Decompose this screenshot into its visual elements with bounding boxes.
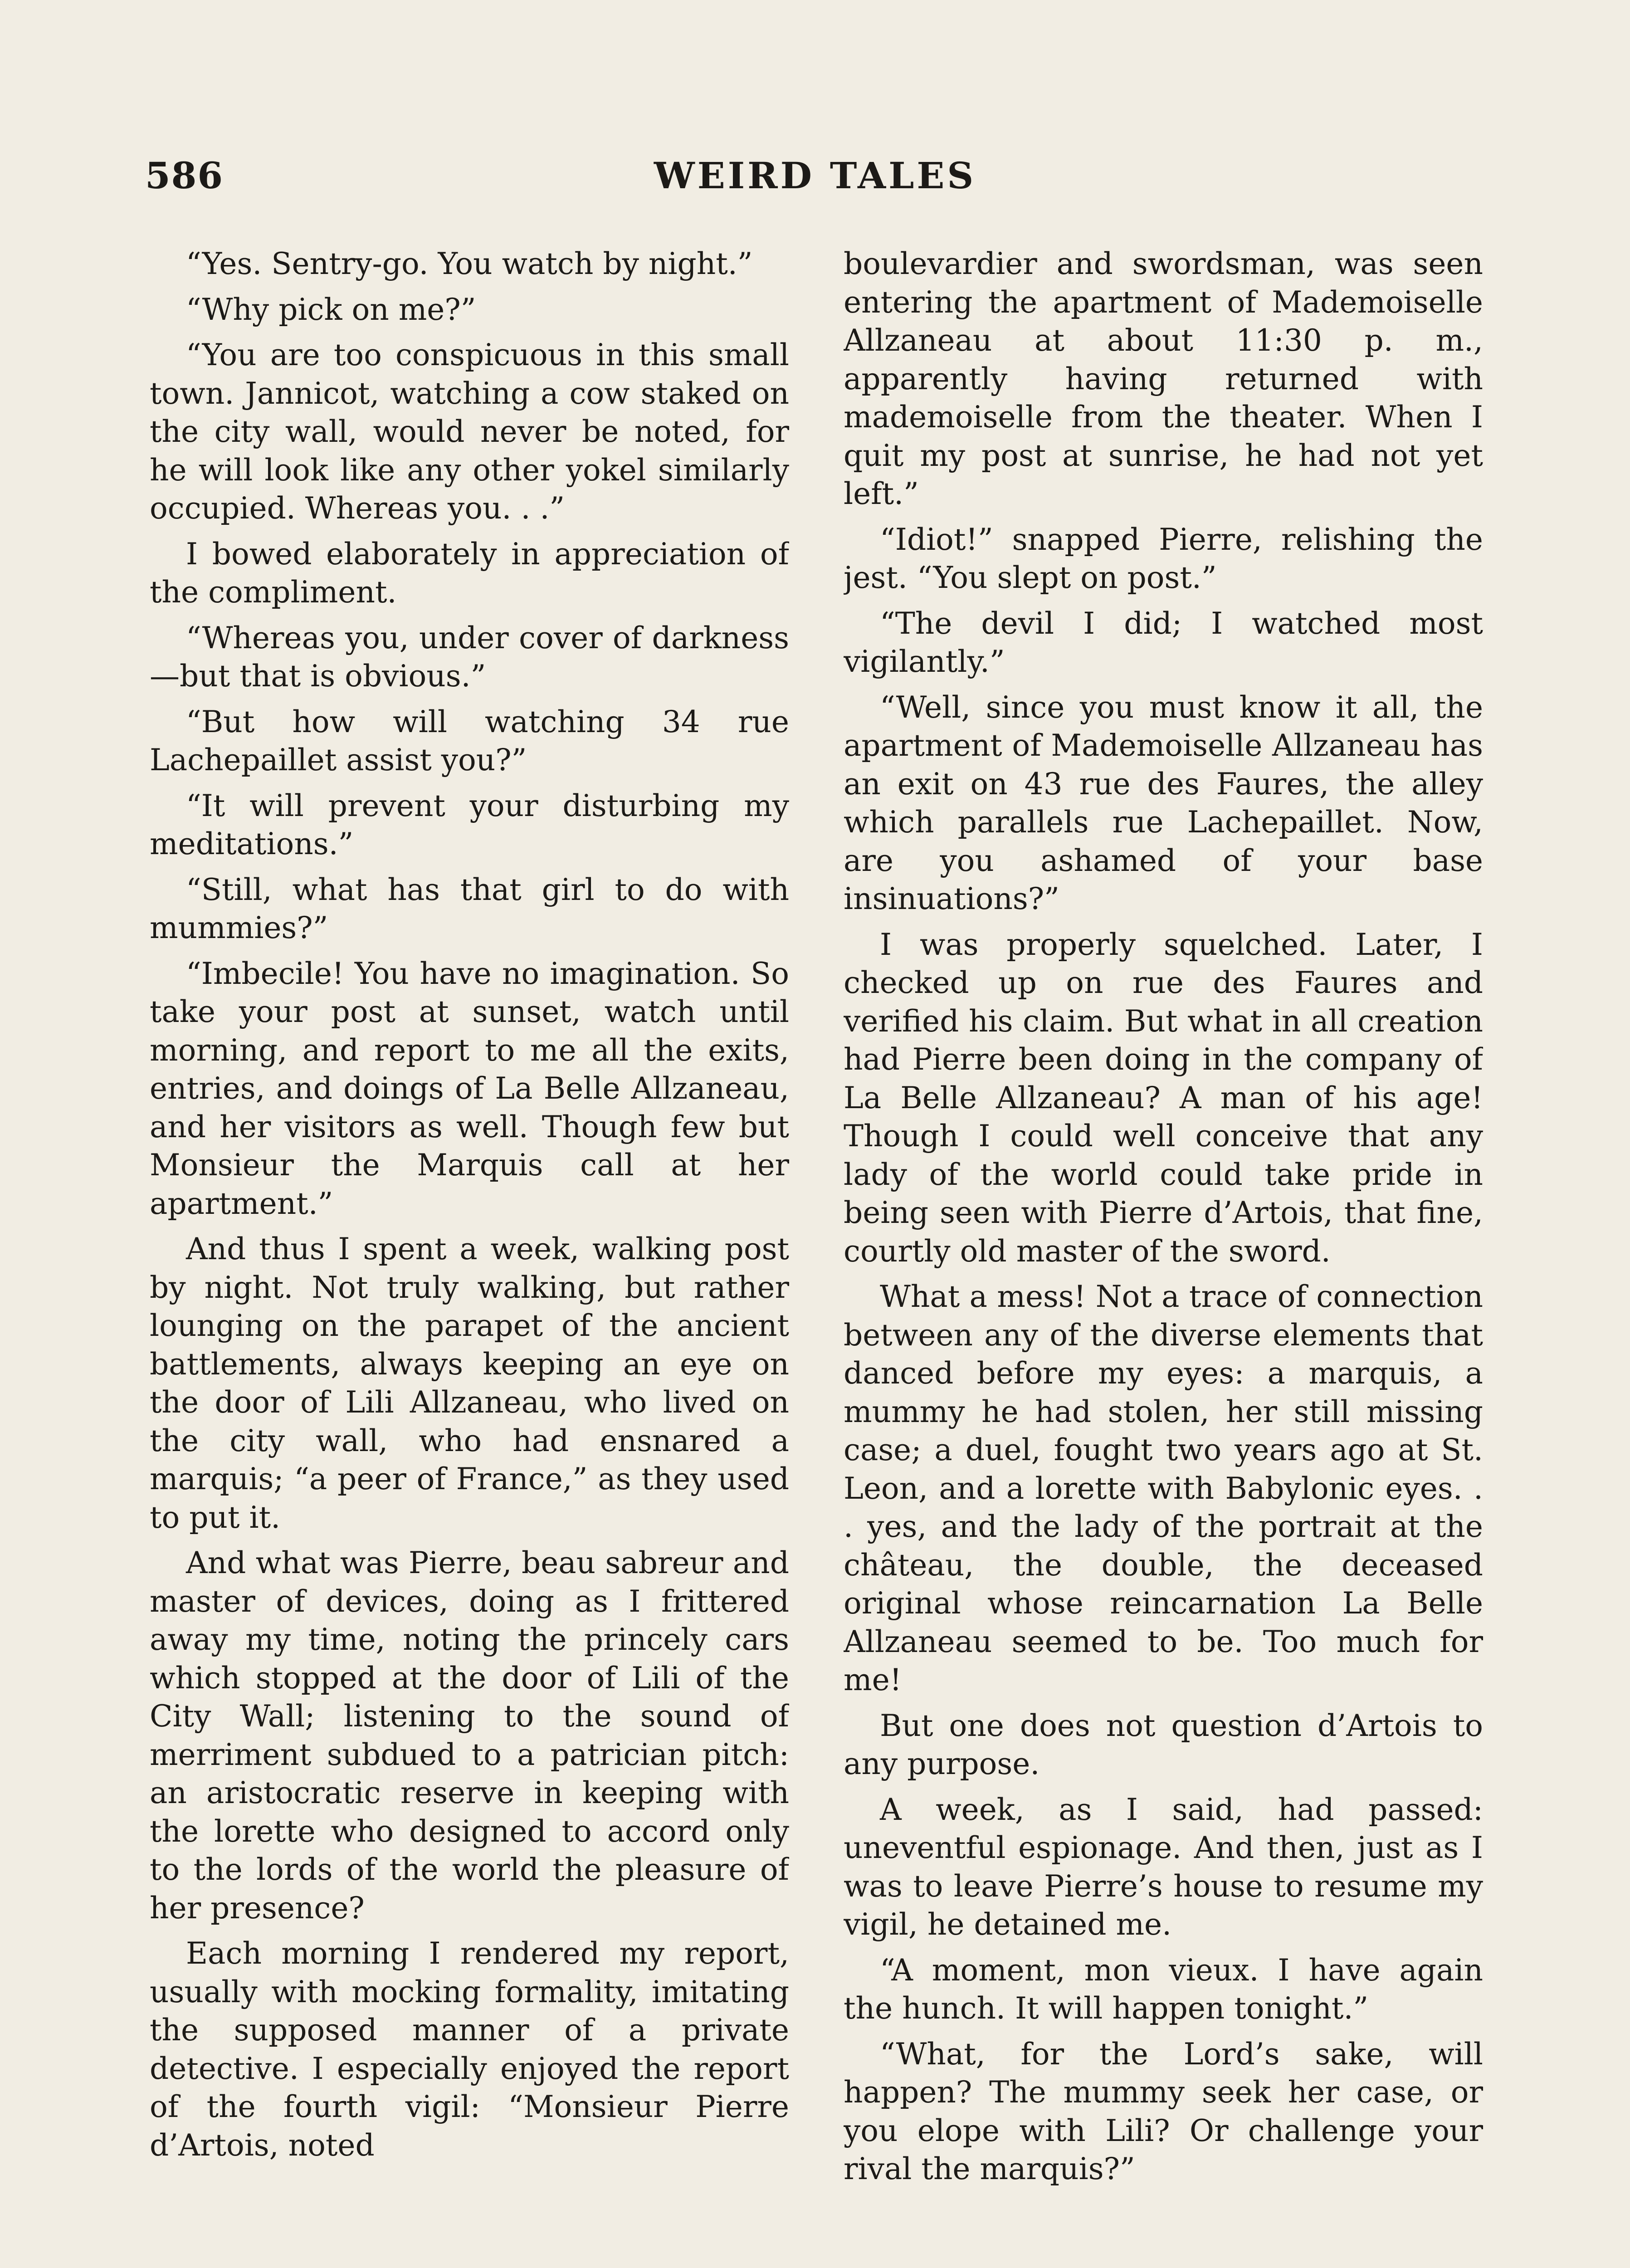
left-column <box>150 245 789 2268</box>
page-header <box>145 154 1485 209</box>
paragraph: “Whereas you, under cover of darkness—but that is obvious.” <box>150 620 789 694</box>
paragraph: “Well, since you must know it all, the apartment of Mademoiselle Allzaneau has an exit on 43 rue des Faures, the alley which parallels rue Lachepaillet. Now, are you ashamed of your base insinuations?” <box>844 689 1483 916</box>
right-column <box>844 245 1483 2268</box>
paragraph: But one does not question d’Artois to any purpose. <box>844 1708 1483 1781</box>
paragraph: “Still, what has that girl to do with mummies?” <box>150 872 789 945</box>
paragraph: “You are too conspicuous in this small town. Jannicot, watching a cow staked on the city wall, would never be noted, for he will look like any other yokel similarly occupied. Whereas you. . .” <box>150 337 789 526</box>
paragraph: “The devil I did; I watched most vigilantly.” <box>844 606 1483 679</box>
paragraph: “A moment, mon vieux. I have again the hunch. It will happen tonight.” <box>844 1952 1483 2026</box>
text-columns <box>150 245 1483 2268</box>
paragraph: “Idiot!” snapped Pierre, relishing the jest. “You slept on post.” <box>844 522 1483 595</box>
paragraph: “It will prevent your disturbing my meditations.” <box>150 788 789 861</box>
paragraph: Each morning I rendered my report, usually with mocking formality, imitating the supposed manner of a private detective. I especially enjoyed the report of the fourth vigil: “Monsieur Pierre d’Artois, noted <box>150 1936 789 2163</box>
paragraph: What a mess! Not a trace of connection between any of the diverse elements that danced before my eyes: a marquis, a mummy he had stolen, her still missing case; a duel, fought two years ago at St. Leon, and a lorette with Babylonic eyes. . . yes, and the lady of the portrait at the château, the double, the deceased original whose reincarnation La Belle Allzaneau seemed to be. Too much for me! <box>844 1279 1483 1697</box>
running-head: WEIRD TALES <box>654 154 976 197</box>
paragraph: “Imbecile! You have no imagination. So take your post at sunset, watch until morning, and report to me all the exits, entries, and doings of La Belle Allzaneau, and her visitors as well. Though few but Monsieur the Marquis call at her apartment.” <box>150 956 789 1221</box>
paragraph: And thus I spent a week, walking post by night. Not truly walking, but rather lounging on the parapet of the ancient battlements, always keeping an eye on the door of Lili Allzaneau, who lived on the city wall, who had ensnared a marquis; “a peer of France,” as they used to put it. <box>150 1232 789 1535</box>
paragraph: A week, as I said, had passed: uneventful espionage. And then, just as I was to leave Pierre’s house to resume my vigil, he detained me. <box>844 1792 1483 1942</box>
paragraph: “Yes. Sentry-go. You watch by night.” <box>186 246 753 281</box>
paragraph: “But how will watching 34 rue Lachepaillet assist you?” <box>150 704 789 777</box>
page-number: 586 <box>145 154 224 197</box>
paragraph: “Why pick on me?” <box>186 292 476 327</box>
paragraph: And what was Pierre, beau sabreur and master of devices, doing as I frittered away my time, noting the princely cars which stopped at the door of Lili of the City Wall; listening to the sound of merriment subdued to a patrician pitch: an aristocratic reserve in keeping with the lorette who designed to accord only to the lords of the world the pleasure of her presence? <box>150 1545 789 1926</box>
paragraph: I bowed elaborately in appreciation of the compliment. <box>150 536 789 610</box>
paragraph: “What, for the Lord’s sake, will happen? The mummy seek her case, or you elope with Lili? Or challenge your rival the marquis?” <box>844 2036 1483 2186</box>
paragraph-continued: boulevardier and swordsman, was seen entering the apartment of Mademoiselle Allzaneau at about 11:30 p. m., apparently having returned with mademoiselle from the theater. When I quit my post at sunrise, he had not yet left.” <box>844 246 1483 511</box>
paragraph: I was properly squelched. Later, I checked up on rue des Faures and verified his claim. But what in all creation had Pierre been doing in the company of La Belle Allzaneau? A man of his age! Though I could well conceive that any lady of the world could take pride in being seen with Pierre d’Artois, that fine, courtly old master of the sword. <box>844 927 1483 1269</box>
